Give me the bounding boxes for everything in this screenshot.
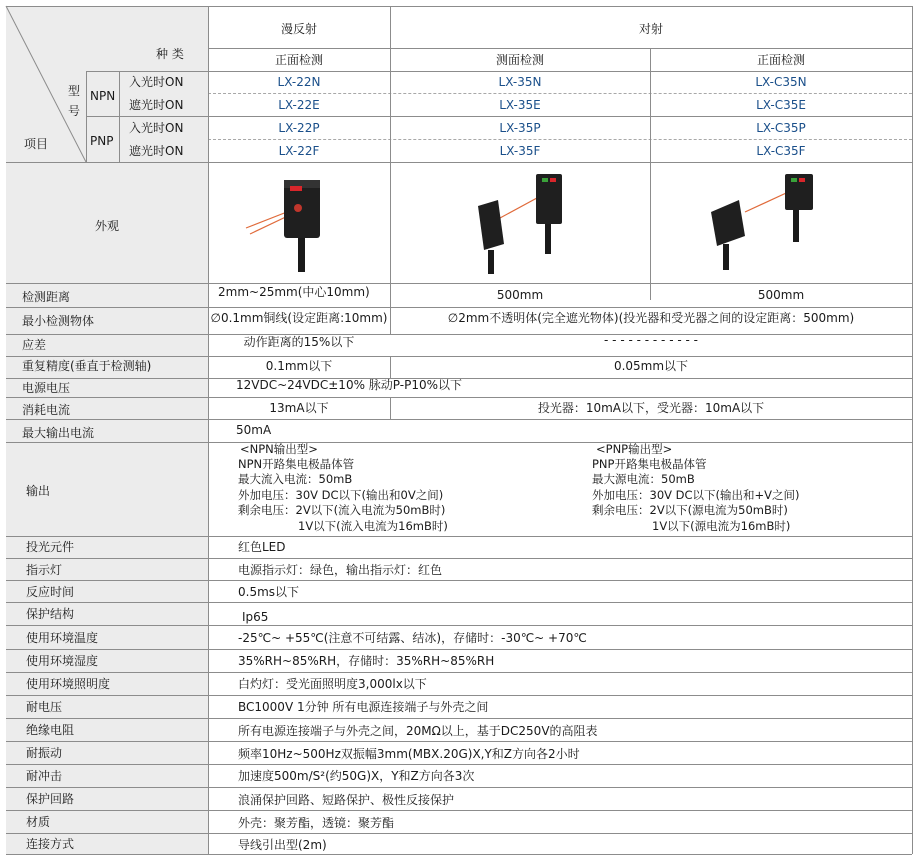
row-value: 加速度500m/S²(约50G)X，Y和Z方向各3次	[238, 769, 475, 783]
row-label: 检测距离	[22, 290, 71, 304]
row-label: 耐电压	[26, 700, 63, 714]
model-cell: LX-C35N	[755, 75, 807, 89]
npn-output-line: NPN开路集电极晶体管	[238, 457, 355, 471]
sensor-image-front	[705, 166, 825, 276]
row-value: 0.05mm以下	[613, 359, 689, 373]
npn-light-on: 入光时ON	[129, 75, 184, 89]
front-detect-header-1: 正面检测	[274, 53, 324, 67]
row-value: 动作距离的15%以下	[243, 335, 355, 349]
row-label: 最大输出电流	[22, 426, 95, 440]
pnp-output-line: 剩余电压：2V以下(源电流为50mB时)	[592, 503, 788, 517]
row-value: 0.5ms以下	[238, 585, 300, 599]
row-value: 2mm~25mm(中心10mm)	[218, 285, 370, 299]
row-value: 导线引出型(2m)	[238, 838, 327, 852]
row-value: BC1000V 1分钟 所有电源连接端子与外壳之间	[238, 700, 489, 714]
row-value: Ip65	[242, 610, 269, 624]
row-value: -25℃~ +55℃(注意不可结露、结冰)，存储时：-30℃~ +70℃	[238, 631, 587, 645]
row-value: 外壳：聚芳酯，透镜：聚芳酯	[238, 816, 395, 830]
row-value: 红色LED	[238, 540, 286, 554]
row-value: 13mA以下	[269, 401, 329, 415]
through-header: 对射	[638, 22, 664, 36]
row-value: 35%RH~85%RH，存储时：35%RH~85%RH	[238, 654, 495, 668]
npn-label: NPN	[90, 89, 116, 103]
row-value: - - - - - - - - - - - -	[604, 333, 698, 347]
npn-output-line: 外加电压：30V DC以下(输出和0V之间)	[238, 488, 444, 502]
pnp-output-line: <PNP输出型>	[596, 442, 673, 456]
pnp-label: PNP	[90, 134, 114, 148]
row-value: 白灼灯：受光面照明度3,000lx以下	[238, 677, 427, 691]
row-label: 应差	[22, 338, 47, 352]
row-value: ∅0.1mm铜线(设定距离:10mm)	[210, 311, 388, 325]
side-detect-header: 测面检测	[495, 53, 545, 67]
row-value: 0.1mm以下	[265, 359, 333, 373]
model-label-1: 型	[68, 84, 81, 98]
row-label: 耐振动	[26, 746, 63, 760]
pnp-output-line: 最大源电流：50mB	[592, 472, 695, 486]
row-label: 重复精度(垂直于检测轴)	[22, 359, 152, 373]
row-label: 使用环境湿度	[26, 654, 99, 668]
pnp-output-line: 1V以下(源电流为16mB时)	[652, 519, 791, 533]
row-value: 50mA	[236, 423, 272, 437]
model-cell: LX-35E	[499, 98, 541, 112]
row-label: 使用环境温度	[26, 631, 99, 645]
row-label: 指示灯	[26, 563, 63, 577]
npn-output-line: 最大流入电流：50mB	[238, 472, 353, 486]
row-label: 最小检测物体	[22, 314, 95, 328]
row-label: 消耗电流	[22, 403, 71, 417]
model-cell: LX-C35F	[756, 144, 806, 158]
model-cell: LX-C35E	[756, 98, 806, 112]
diffuse-header: 漫反射	[280, 22, 318, 36]
pnp-output-line: 外加电压：30V DC以下(输出和+V之间)	[592, 488, 800, 502]
npn-output-line: 剩余电压：2V以下(流入电流为50mB时)	[238, 503, 446, 517]
row-value: 浪涌保护回路、短路保护、极性反接保护	[238, 793, 455, 807]
row-label: 材质	[26, 815, 51, 829]
sensor-image-side	[470, 166, 580, 276]
row-value: 所有电源连接端子与外壳之间，20MΩ以上，基于DC250V的高阻表	[238, 724, 598, 738]
row-label: 电源电压	[22, 381, 71, 395]
row-label: 使用环境照明度	[26, 677, 111, 691]
front-detect-header-2: 正面检测	[756, 53, 806, 67]
model-label-2: 号	[68, 104, 81, 118]
appearance-label: 外观	[94, 219, 120, 233]
row-label: 保护结构	[26, 607, 75, 621]
row-value: ∅2mm不透明体(完全遮光物体)(投光器和受光器之间的设定距离：500mm)	[447, 311, 855, 325]
pnp-output-line: PNP开路集电极晶体管	[592, 457, 707, 471]
model-cell: LX-22E	[278, 98, 320, 112]
row-label: 反应时间	[26, 585, 75, 599]
row-value: 电源指示灯：绿色，输出指示灯：红色	[238, 563, 443, 577]
model-cell: LX-22F	[278, 144, 320, 158]
pnp-dark-on: 遮光时ON	[129, 144, 184, 158]
row-value: 频率10Hz~500Hz双振幅3mm(MBX.20G)X,Y和Z方向各2小时	[238, 747, 580, 761]
types-label: 种 类	[156, 47, 184, 61]
npn-output-line: 1V以下(流入电流为16mB时)	[298, 519, 448, 533]
model-cell: LX-22P	[278, 121, 320, 135]
model-cell: LX-35F	[499, 144, 541, 158]
sensor-image-diffuse	[240, 170, 350, 276]
row-label: 绝缘电阻	[26, 723, 75, 737]
row-label: 连接方式	[26, 837, 75, 851]
model-cell: LX-35N	[498, 75, 542, 89]
row-value: 12VDC~24VDC±10% 脉动P-P10%以下	[236, 378, 463, 392]
model-cell: LX-35P	[499, 121, 541, 135]
row-label: 耐冲击	[26, 769, 63, 783]
npn-output-line: <NPN输出型>	[240, 442, 318, 456]
item-label: 项目	[24, 137, 49, 151]
model-cell: LX-C35P	[756, 121, 806, 135]
row-value: 500mm	[757, 288, 805, 302]
row-value: 投光器：10mA以下，受光器：10mA以下	[537, 401, 765, 415]
model-cell: LX-22N	[277, 75, 321, 89]
pnp-light-on: 入光时ON	[129, 121, 184, 135]
npn-dark-on: 遮光时ON	[129, 98, 184, 112]
row-label: 投光元件	[26, 540, 75, 554]
row-label: 保护回路	[26, 792, 75, 806]
row-value: 500mm	[496, 288, 544, 302]
row-label: 输出	[26, 484, 51, 498]
